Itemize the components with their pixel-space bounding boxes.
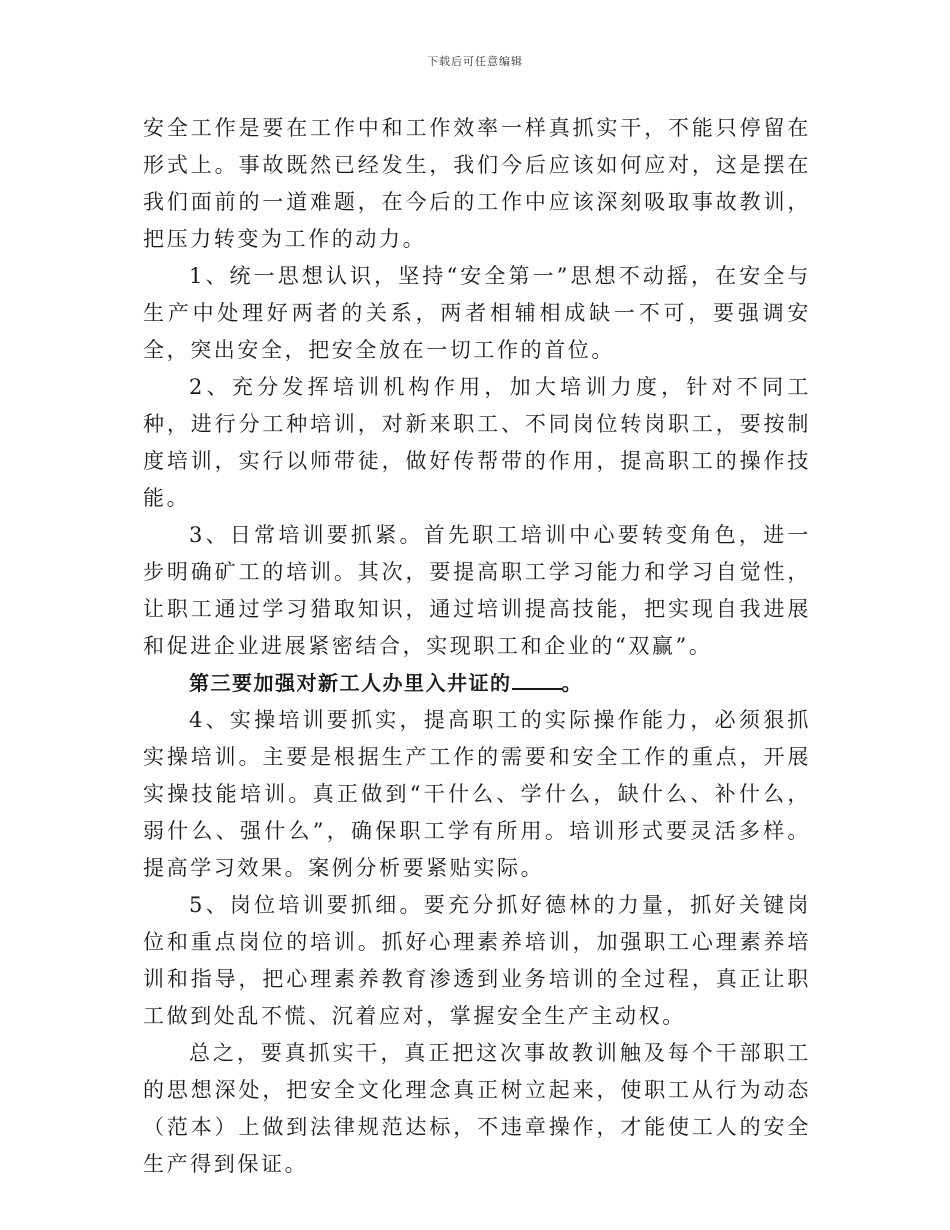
bold-heading-text: 第三要加强对新工人办里入井证的: [189, 671, 512, 695]
paragraph-item-2: 2、充分发挥培训机构作用，加大培训力度，针对不同工种，进行分工种培训，对新来职工、不同岗位转岗职工，要按制度培训，实行以师带徒，做好传帮带的作用，提高职工的操作技能。: [143, 375, 811, 510]
page-header: 下载后可任意编辑: [427, 55, 523, 68]
bold-heading-end: 。: [561, 671, 583, 695]
paragraph-item-1: 1、统一思想认识，坚持“安全第一”思想不动摇，在安全与生产中处理好两者的关系，两者相辅相成缺一不可，要强调安全，突出安全，把安全放在一切工作的首位。: [143, 264, 811, 362]
paragraph-item-3: 3、日常培训要抓紧。首先职工培训中心要转变角色，进一步明确矿工的培训。其次，要提高职工学习能力和学习自觉性，让职工通过学习猎取知识，通过培训提高技能，把实现自我进展和促进企业进展紧密结合，实现职工和企业的“双赢”。: [143, 523, 811, 658]
bold-heading-third: [143, 665, 811, 702]
paragraph-item-4: 4、实操培训要抓实，提高职工的实际操作能力，必须狠抓实操培训。主要是根据生产工作的需要和安全工作的重点，开展实操技能培训。真正做到“干什么、学什么，缺什么、补什么，弱什么、强什么”，确保职工学有所用。培训形式要灵活多样。提高学习效果。案例分析要紧贴实际。: [143, 708, 811, 880]
paragraph-conclusion: 总之，要真抓实干，真正把这次事故教训触及每个干部职工的思想深处，把安全文化理念真正树立起来，使职工从行为动态（范本）上做到法律规范达标，不违章操作，才能使工人的安全生产得到保证。: [143, 1041, 811, 1176]
document-body: [143, 110, 811, 1183]
paragraph-item-5: 5、岗位培训要抓细。要充分抓好德林的力量，抓好关键岗位和重点岗位的培训。抓好心理素养培训，加强职工心理素养培训和指导，把心理素养教育渗透到业务培训的全过程，真正让职工做到处乱不慌、沉着应对，掌握安全生产主动权。: [143, 893, 811, 1028]
fill-in-blank: [512, 668, 562, 690]
paragraph-intro: 安全工作是要在工作中和工作效率一样真抓实干，不能只停留在形式上。事故既然已经发生，我们今后应该如何应对，这是摆在我们面前的一道难题，在今后的工作中应该深刻吸取事故教训，把压力转变为工作的动力。: [143, 116, 811, 251]
